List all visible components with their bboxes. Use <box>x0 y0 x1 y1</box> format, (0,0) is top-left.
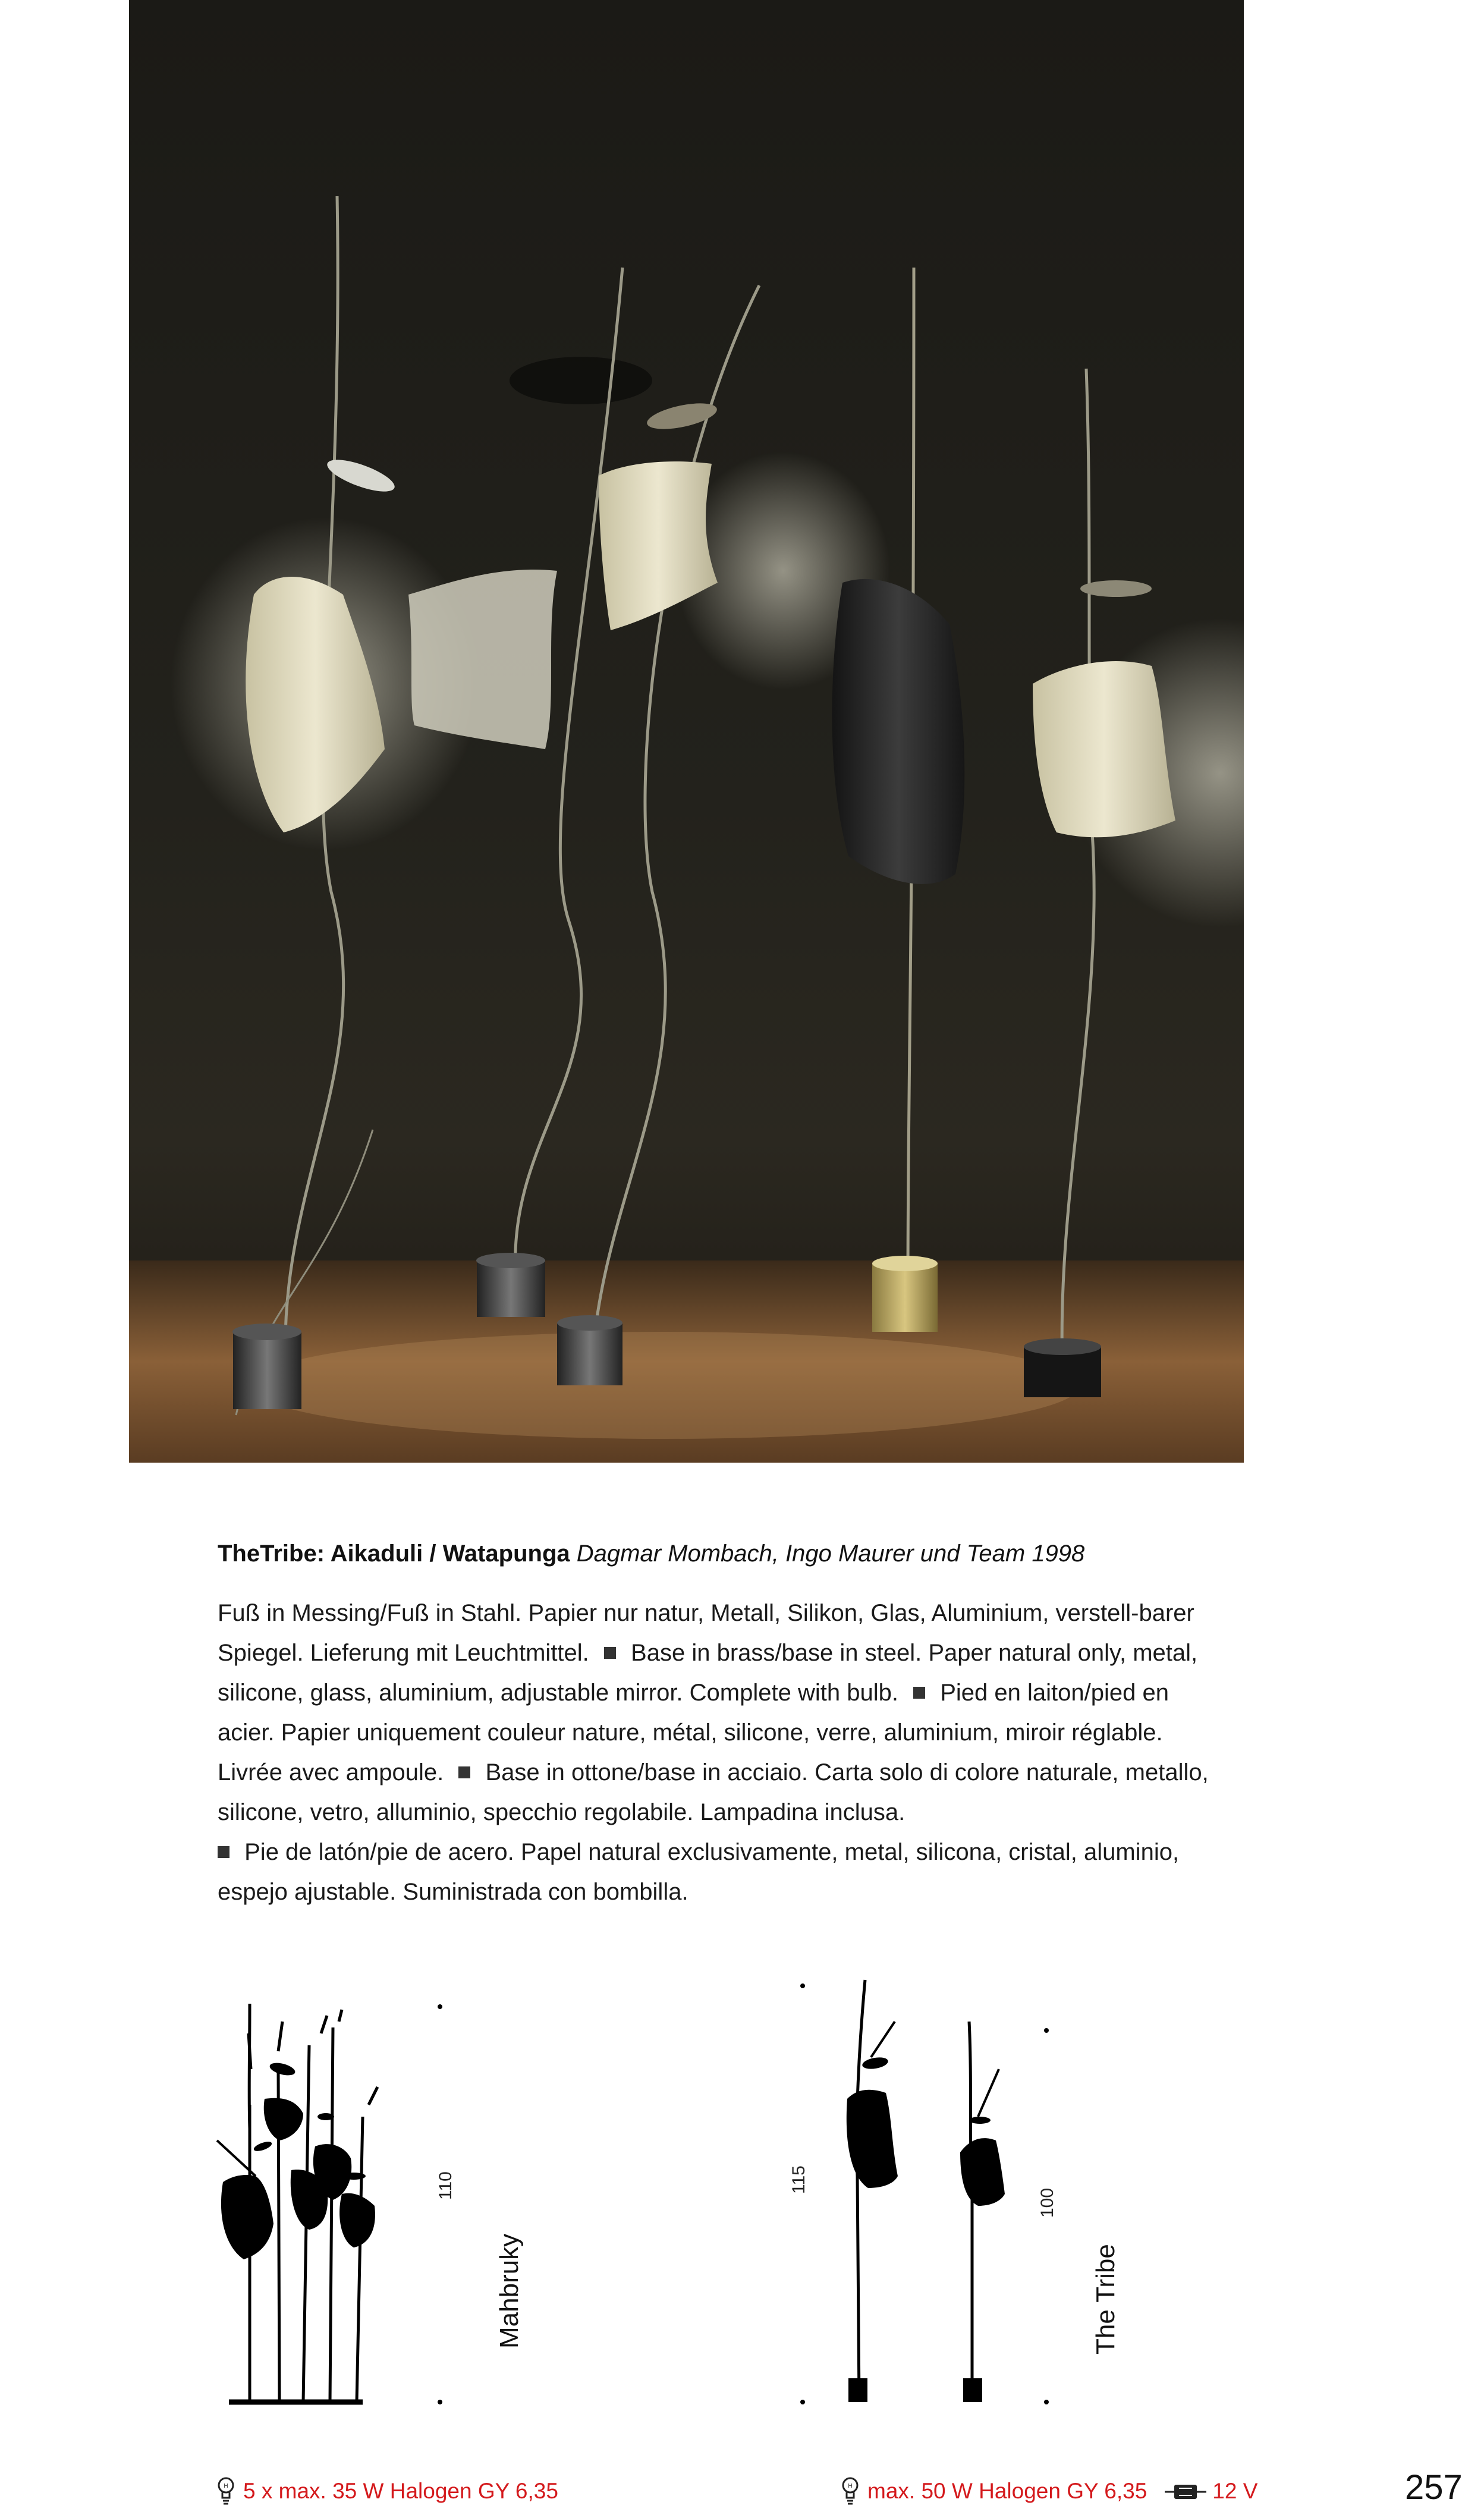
product-title: TheTribe: Aikaduli / Watapunga <box>218 1541 570 1567</box>
description-it: Base in ottone/base in acciaio. Carta solo di colore naturale, metallo, silicone, vetro, alluminio, specchio regolabile. Lampadina inclusa. <box>218 1759 1209 1825</box>
spec-left-text: 5 x max. 35 W Halogen GY 6,35 <box>243 2479 558 2503</box>
spec-transformer-text: 12 V <box>1212 2479 1258 2503</box>
mahbruky-drawing <box>214 1998 464 2414</box>
spec-right <box>841 2476 1257 2506</box>
bulb-icon <box>217 2476 235 2506</box>
description-en: Base in brass/base in steel. Paper natural only, metal, silicone, glass, aluminium, adjustable mirror. Complete with bulb. <box>218 1640 1198 1706</box>
spec-left <box>217 2476 558 2506</box>
spec-right-text: max. 50 W Halogen GY 6,35 <box>867 2479 1147 2503</box>
transformer-icon <box>1165 2481 1206 2501</box>
separator-square-icon <box>458 1766 470 1778</box>
page-number: 257 <box>1405 2468 1463 2507</box>
tribe-name-label: The Tribe <box>1091 2244 1120 2354</box>
product-photo <box>129 0 1244 1463</box>
tribe-short-height-label: 100 <box>1037 2187 1057 2218</box>
separator-square-icon <box>218 1846 229 1858</box>
tribe-tall-height-label: 115 <box>789 2165 809 2194</box>
description-de: Fuß in Messing/Fuß in Stahl. Papier nur natur, Metall, Silikon, Glas, Aluminium, verstell-barer Spiegel. Lieferung mit Leuchtmittel. <box>218 1600 1194 1666</box>
svg-text:H: H <box>848 2483 853 2489</box>
mahbruky-height-label: 110 <box>436 2171 455 2200</box>
product-description <box>218 1593 1213 1912</box>
mahbruky-name-label: Mahbruky <box>495 2233 524 2349</box>
bulb-icon <box>841 2476 859 2506</box>
svg-text:H: H <box>224 2483 228 2489</box>
product-caption <box>218 1537 1205 1570</box>
separator-square-icon <box>913 1687 925 1699</box>
description-fr: Pied en laiton/pied en acier. Papier uniquement couleur nature, métal, silicone, verre, aluminium, miroir réglable. Livrée avec ampoule. <box>218 1680 1169 1785</box>
description-es: Pie de latón/pie de acero. Papel natural exclusivamente, metal, silicona, cristal, aluminio, espejo ajustable. Suministrada con bombilla. <box>218 1839 1180 1905</box>
the-tribe-drawing <box>791 1974 1070 2414</box>
designer-credit: Dagmar Mombach, Ingo Maurer und Team 1998 <box>576 1541 1085 1567</box>
separator-square-icon <box>604 1647 616 1659</box>
